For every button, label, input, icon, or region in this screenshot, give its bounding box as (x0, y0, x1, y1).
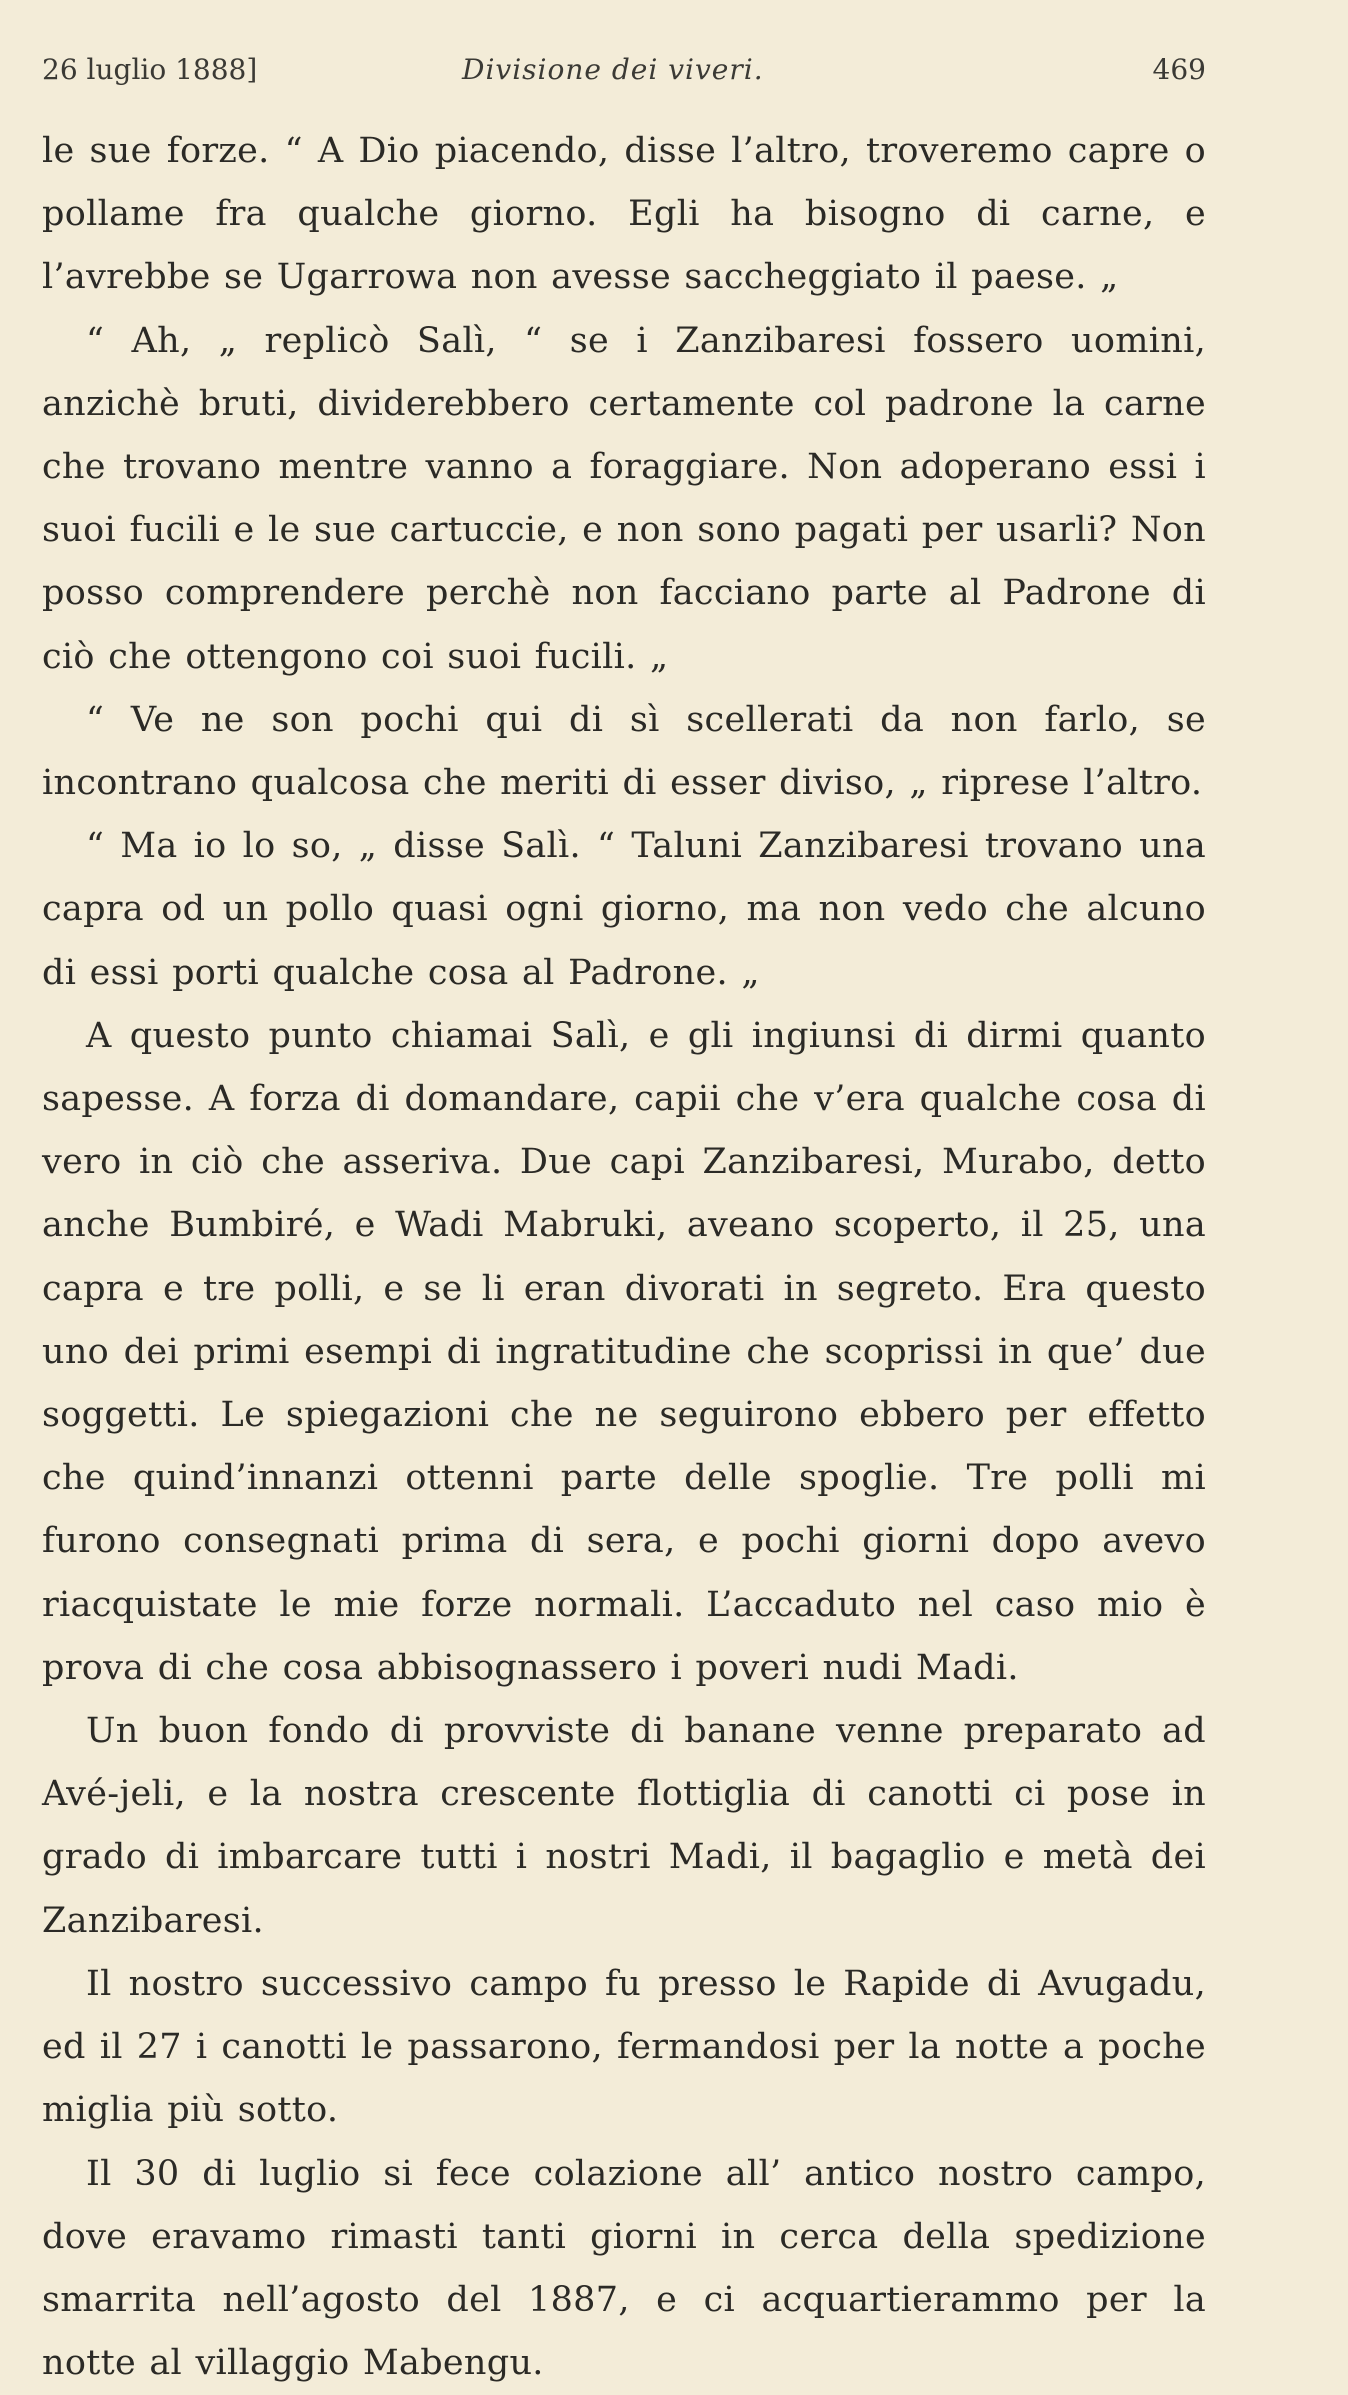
body-text (42, 120, 1206, 2395)
paragraph: Un buon fondo di provviste di banane venne preparato ad Avé-jeli, e la nostra crescente flottiglia di canotti ci pose in grado di imbarcare tutti i nostri Madi, il bagaglio e metà dei Zanzibaresi. (42, 1700, 1206, 1953)
header-chapter-title: Divisione dei viveri. (462, 50, 764, 90)
paragraph: Il nostro successivo campo fu presso le Rapide di Avugadu, ed il 27 i canotti le passarono, fermandosi per la notte a poche miglia più sotto. (42, 1953, 1206, 2143)
paragraph: “ Ve ne son pochi qui di sì scellerati da non farlo, se incontrano qualcosa che meriti di esser diviso, „ riprese l’altro. (42, 689, 1206, 815)
running-head (42, 50, 1206, 90)
page-number: 469 (1153, 50, 1206, 90)
paragraph: le sue forze. “ A Dio piacendo, disse l’altro, troveremo capre o pollame fra qualche giorno. Egli ha bisogno di carne, e l’avrebbe se Ugarrowa non avesse saccheggiato il paese. „ (42, 120, 1206, 310)
paragraph: Il 30 di luglio si fece colazione all’ antico nostro campo, dove eravamo rimasti tanti giorni in cerca della spedizione smarrita nell’agosto del 1887, e ci acquartierammo per la notte al villaggio Mabengu. (42, 2143, 1206, 2395)
paragraph: A questo punto chiamai Salì, e gli ingiunsi di dirmi quanto sapesse. A forza di domandare, capii che v’era qualche cosa di vero in ciò che asseriva. Due capi Zanzibaresi, Murabo, detto anche Bumbiré, e Wadi Mabruki, aveano scoperto, il 25, una capra e tre polli, e se li eran divorati in segreto. Era questo uno dei primi esempi di ingratitudine che scoprissi in que’ due soggetti. Le spiegazioni che ne seguirono ebbero per effetto che quind’innanzi ottenni parte delle spoglie. Tre polli mi furono consegnati prima di sera, e pochi giorni dopo avevo riacquistate le mie forze normali. L’accaduto nel caso mio è prova di che cosa abbisognassero i poveri nudi Madi. (42, 1005, 1206, 1700)
header-date-text: 26 luglio 1888 (42, 53, 246, 86)
paragraph: “ Ma io lo so, „ disse Salì. “ Taluni Zanzibaresi trovano una capra od un pollo quasi ogni giorno, ma non vedo che alcuno di essi porti qualche cosa al Padrone. „ (42, 815, 1206, 1005)
paragraph: “ Ah, „ replicò Salì, “ se i Zanzibaresi fossero uomini, anzichè bruti, dividerebbero certamente col padrone la carne che trovano mentre vanno a foraggiare. Non adoperano essi i suoi fucili e le sue cartuccie, e non sono pagati per usarli? Non posso comprendere perchè non facciano parte al Padrone di ciò che ottengono coi suoi fucili. „ (42, 310, 1206, 689)
header-bracket: ] (246, 53, 257, 86)
header-date (42, 50, 257, 90)
